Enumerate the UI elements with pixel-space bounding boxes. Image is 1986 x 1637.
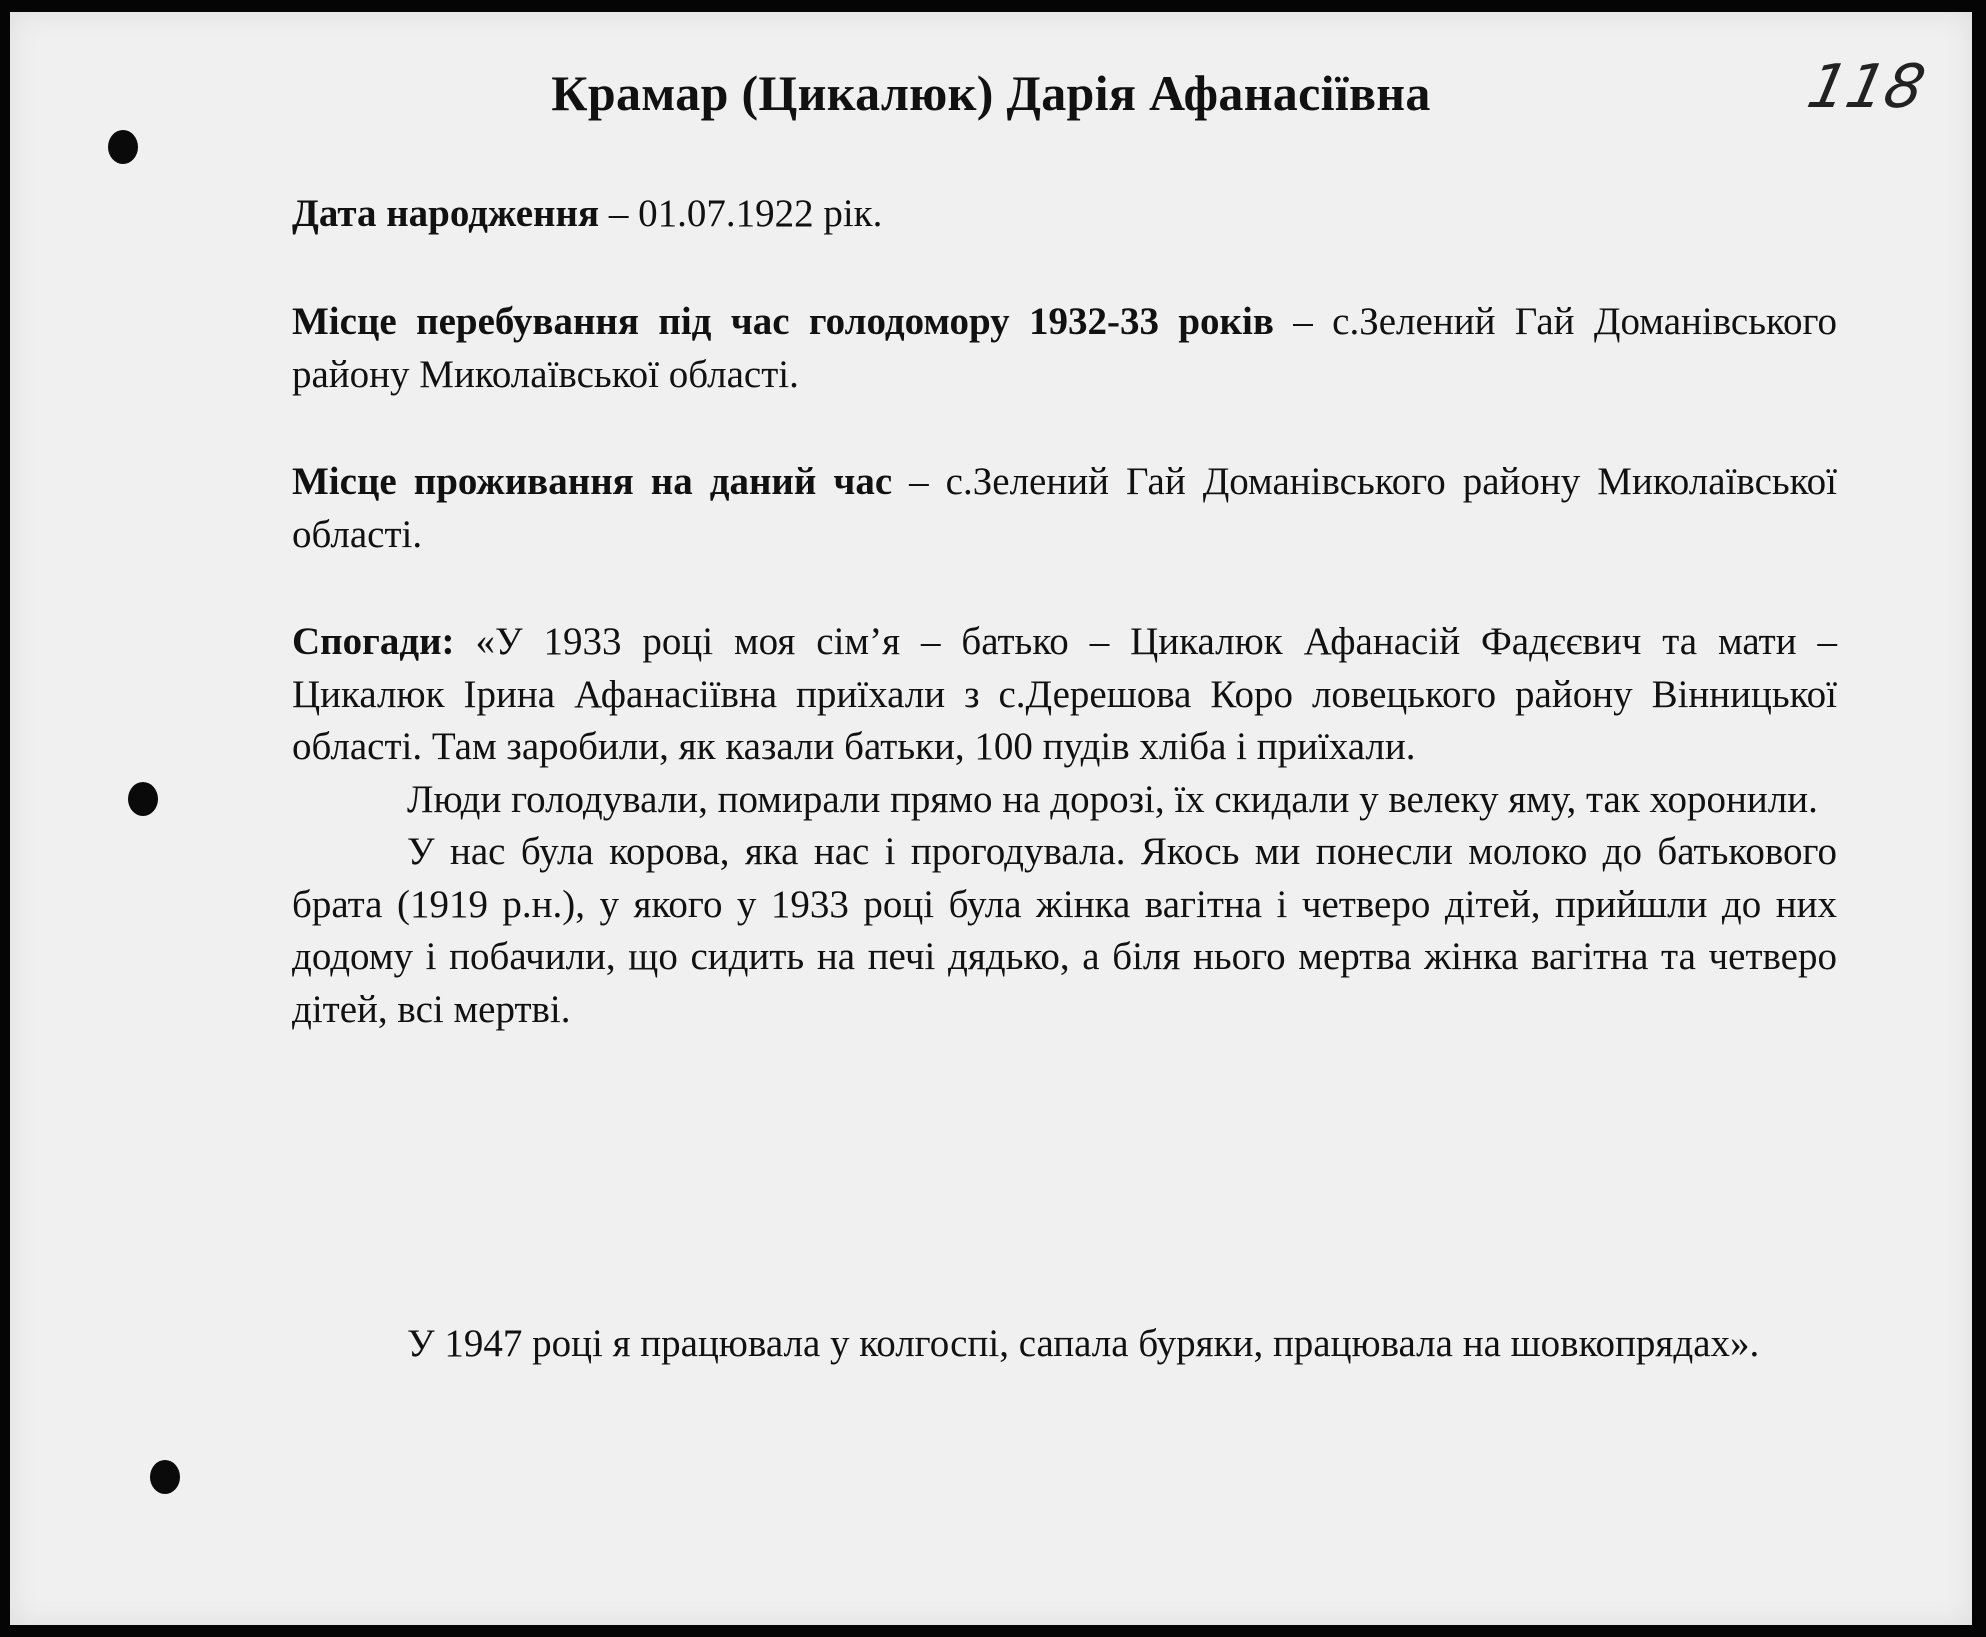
birth-date-separator: – xyxy=(599,192,639,235)
memories-paragraph-1: Люди голодували, помирали прямо на дорозі, їх скидали у велеку яму, так хоронили. xyxy=(407,777,1818,821)
memories-section xyxy=(292,616,1837,1036)
residence-field xyxy=(292,456,1837,561)
famine-location-separator: – xyxy=(1273,300,1333,343)
residence-separator: – xyxy=(892,460,946,503)
famine-location-field xyxy=(292,296,1837,401)
document-title: Крамар (Цикалюк) Дарія Афанасіївна xyxy=(551,65,1431,121)
residence-value: с.Зелений Гай Доманівського району Миколаївської області. xyxy=(292,460,1837,556)
residence-label: Місце проживання на даний час xyxy=(292,460,893,503)
memories-intro: «У 1933 році моя сім’я – батько – Цикалюк Афанасій Фадєєвич та мати – Цикалюк Ірина Афанасіївна приїхали з с.Дерешова Коро ловецького району Вінницької області. Там заробили, як казали батьки, 100 пудів хліба і приїхали. xyxy=(292,620,1837,768)
memories-paragraph-3: У 1947 році я працювала у колгоспі, сапала буряки, працювала на шовкопрядах». xyxy=(407,1322,1760,1365)
memories-label: Спогади: xyxy=(292,620,455,663)
document-page xyxy=(10,12,1972,1625)
punch-hole-middle xyxy=(128,782,158,816)
punch-hole-top xyxy=(108,130,138,164)
birth-date-field xyxy=(292,188,1837,241)
punch-hole-bottom xyxy=(150,1460,180,1494)
famine-location-value: с.Зелений Гай Доманівського району Миколаївської області. xyxy=(292,300,1837,396)
birth-date-value: 01.07.1922 рік. xyxy=(638,192,883,235)
famine-location-label: Місце перебування під час голодомору 1932-33 років xyxy=(292,300,1274,343)
memories-final-section xyxy=(292,1318,1837,1371)
birth-date-label: Дата народження xyxy=(292,192,600,235)
memories-paragraph-2: У нас була корова, яка нас і прогодувала. Якось ми понесли молоко до батькового брата (1919 р.н.), у якого у 1933 році була жінка вагітна і четверо дітей, прийшли до них додому і побачили, що сидить на печі дядько, а біля нього мертва жінка вагітна та четверо дітей, всі мертві. xyxy=(292,830,1837,1031)
handwritten-page-number: 118 xyxy=(1802,52,1932,122)
